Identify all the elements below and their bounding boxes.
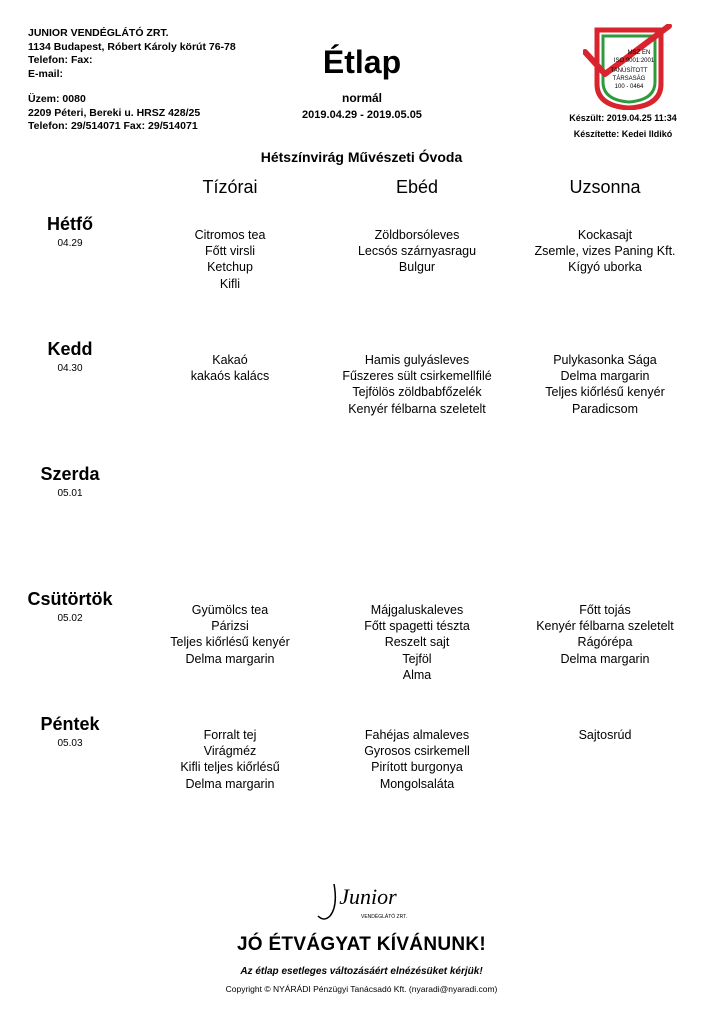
meal-cell-tizorai bbox=[130, 352, 330, 384]
logo-wordmark: Junior bbox=[339, 884, 397, 909]
company-name: JUNIOR VENDÉGLÁTÓ ZRT. bbox=[28, 27, 169, 39]
meal-cell-tizorai bbox=[130, 727, 330, 792]
meal-item: Forralt tej bbox=[203, 728, 257, 742]
meal-item: Delma margarin bbox=[185, 651, 275, 666]
column-header-tizorai: Tízórai bbox=[202, 177, 258, 197]
cert-line-4: TÁRSASÁG bbox=[612, 76, 646, 82]
logo-subtitle: VENDÉGLÁTÓ ZRT. bbox=[360, 914, 408, 920]
meal-cell-ebed bbox=[317, 602, 517, 683]
menu-period: 2019.04.29 - 2019.05.05 bbox=[302, 109, 422, 121]
meal-item: Kenyér félbarna szeletelt bbox=[536, 619, 674, 634]
meal-item: Kockasajt bbox=[577, 228, 633, 242]
meal-item: Májgaluskaleves bbox=[370, 603, 464, 617]
meal-cell-uzsonna bbox=[505, 727, 705, 743]
meal-item: Pirított burgonya bbox=[371, 760, 463, 775]
day-label bbox=[20, 463, 120, 499]
day-date: 05.02 bbox=[57, 613, 83, 624]
cert-line-1: MSZ EN bbox=[627, 50, 651, 56]
meal-cell-uzsonna bbox=[505, 352, 705, 417]
meal-item: Delma margarin bbox=[560, 369, 650, 384]
day-date: 04.30 bbox=[57, 363, 83, 374]
meal-item: Teljes kiőrlésű kenyér bbox=[170, 635, 290, 650]
day-name: Hétfő bbox=[47, 214, 93, 234]
meal-item: Alma bbox=[402, 667, 432, 682]
meal-item: Mongolsaláta bbox=[379, 776, 455, 791]
cert-line-2: ISO 9001:2001 bbox=[613, 58, 655, 64]
day-date: 05.03 bbox=[57, 738, 83, 749]
meal-item: Kifli teljes kiőrlésű bbox=[180, 760, 280, 775]
meal-item: Virágméz bbox=[203, 744, 257, 759]
meal-item: Bulgur bbox=[398, 260, 436, 275]
meal-item: Tejföl bbox=[402, 651, 432, 666]
plant-id: Üzem: 0080 bbox=[28, 93, 86, 105]
day-label bbox=[20, 213, 120, 249]
meal-item: Sajtosrúd bbox=[578, 728, 632, 742]
meal-item: Tejfölös zöldbabfőzelék bbox=[352, 385, 482, 400]
copyright: Copyright © NYÁRÁDI Pénzügyi Tanácsadó Kft. (nyaradi@nyaradi.com) bbox=[225, 984, 498, 994]
meal-item: Lecsós szárnyasragu bbox=[357, 244, 477, 259]
meal-cell-ebed bbox=[317, 727, 517, 792]
meal-item: Pulykasonka Sága bbox=[553, 353, 657, 367]
meal-cell-uzsonna bbox=[505, 227, 705, 276]
cert-line-3: TANÚSÍTOTT bbox=[610, 68, 648, 74]
meal-item: Főtt tojás bbox=[579, 603, 631, 617]
created-timestamp: Készült: 2019.04.25 11:34 bbox=[569, 113, 677, 123]
meal-item: Paradicsom bbox=[572, 401, 638, 416]
meal-item: Zsemle, vizes Paning Kft. bbox=[534, 244, 676, 259]
junior-logo bbox=[312, 876, 412, 924]
day-date: 04.29 bbox=[57, 238, 83, 249]
meal-item: Kígyó uborka bbox=[568, 260, 642, 275]
meal-item: Gyrosos csirkemell bbox=[364, 744, 470, 759]
page-title: Étlap bbox=[322, 44, 402, 80]
column-header-uzsonna: Uzsonna bbox=[569, 177, 641, 197]
meal-cell-ebed bbox=[317, 227, 517, 276]
meal-item: Hamis gulyásleves bbox=[364, 353, 470, 367]
apology-note: Az étlap esetleges változásáért elnézésüket kérjük! bbox=[240, 966, 483, 977]
menu-type: normál bbox=[341, 91, 382, 105]
day-label bbox=[20, 338, 120, 374]
column-header-ebed: Ebéd bbox=[395, 177, 439, 197]
meal-item: Kenyér félbarna szeletelt bbox=[348, 401, 486, 416]
school-name: Hétszínvirág Művészeti Óvoda bbox=[260, 149, 463, 165]
cert-line-5: 100 - 0464 bbox=[614, 84, 644, 90]
meal-cell-uzsonna bbox=[505, 602, 705, 667]
company-address: 1134 Budapest, Róbert Károly körút 76-78 bbox=[28, 40, 236, 53]
day-name: Szerda bbox=[40, 464, 100, 484]
meal-item: Fűszeres sült csirkemellfilé bbox=[342, 369, 492, 384]
day-label bbox=[20, 713, 120, 749]
meal-item: Fahéjas almaleves bbox=[364, 728, 470, 742]
appetite-message: JÓ ÉTVÁGYAT KÍVÁNUNK! bbox=[236, 934, 487, 955]
meal-item: Rágórépa bbox=[577, 635, 633, 650]
day-label bbox=[20, 588, 120, 624]
meal-item: Ketchup bbox=[207, 260, 253, 275]
meal-item: Reszelt sajt bbox=[384, 635, 450, 650]
meal-item: Kakaó bbox=[212, 353, 248, 367]
meal-cell-tizorai bbox=[130, 227, 330, 292]
day-name: Péntek bbox=[40, 714, 100, 734]
meal-item: Kifli bbox=[219, 276, 241, 291]
meal-item: kakaós kalács bbox=[190, 369, 270, 384]
meal-item: Citromos tea bbox=[194, 228, 266, 242]
meal-item: Főtt virsli bbox=[205, 244, 255, 259]
meal-item: Zöldborsóleves bbox=[374, 228, 460, 242]
company-info bbox=[28, 27, 236, 81]
meal-item: Teljes kiőrlésű kenyér bbox=[545, 385, 665, 400]
day-name: Csütörtök bbox=[27, 589, 113, 609]
plant-phone: Telefon: 29/514071 Fax: 29/514071 bbox=[28, 120, 198, 132]
meal-cell-ebed bbox=[317, 352, 517, 417]
plant-info bbox=[28, 93, 200, 134]
day-date: 05.01 bbox=[57, 488, 83, 499]
day-name: Kedd bbox=[47, 339, 93, 359]
meal-item: Gyümölcs tea bbox=[191, 603, 269, 617]
plant-address: 2209 Péteri, Bereki u. HRSZ 428/25 bbox=[28, 106, 201, 119]
meal-item: Delma margarin bbox=[185, 776, 275, 791]
company-email: E-mail: bbox=[28, 67, 64, 80]
iso-certification-seal bbox=[583, 24, 675, 110]
meal-item: Delma margarin bbox=[560, 651, 650, 666]
meal-item: Főtt spagetti tészta bbox=[364, 619, 470, 634]
meal-cell-tizorai bbox=[130, 602, 330, 667]
company-phone: Telefon: Fax: bbox=[28, 54, 93, 66]
created-by: Készítette: Kedei Ildikó bbox=[573, 129, 673, 139]
meal-item: Párizsi bbox=[211, 619, 249, 634]
